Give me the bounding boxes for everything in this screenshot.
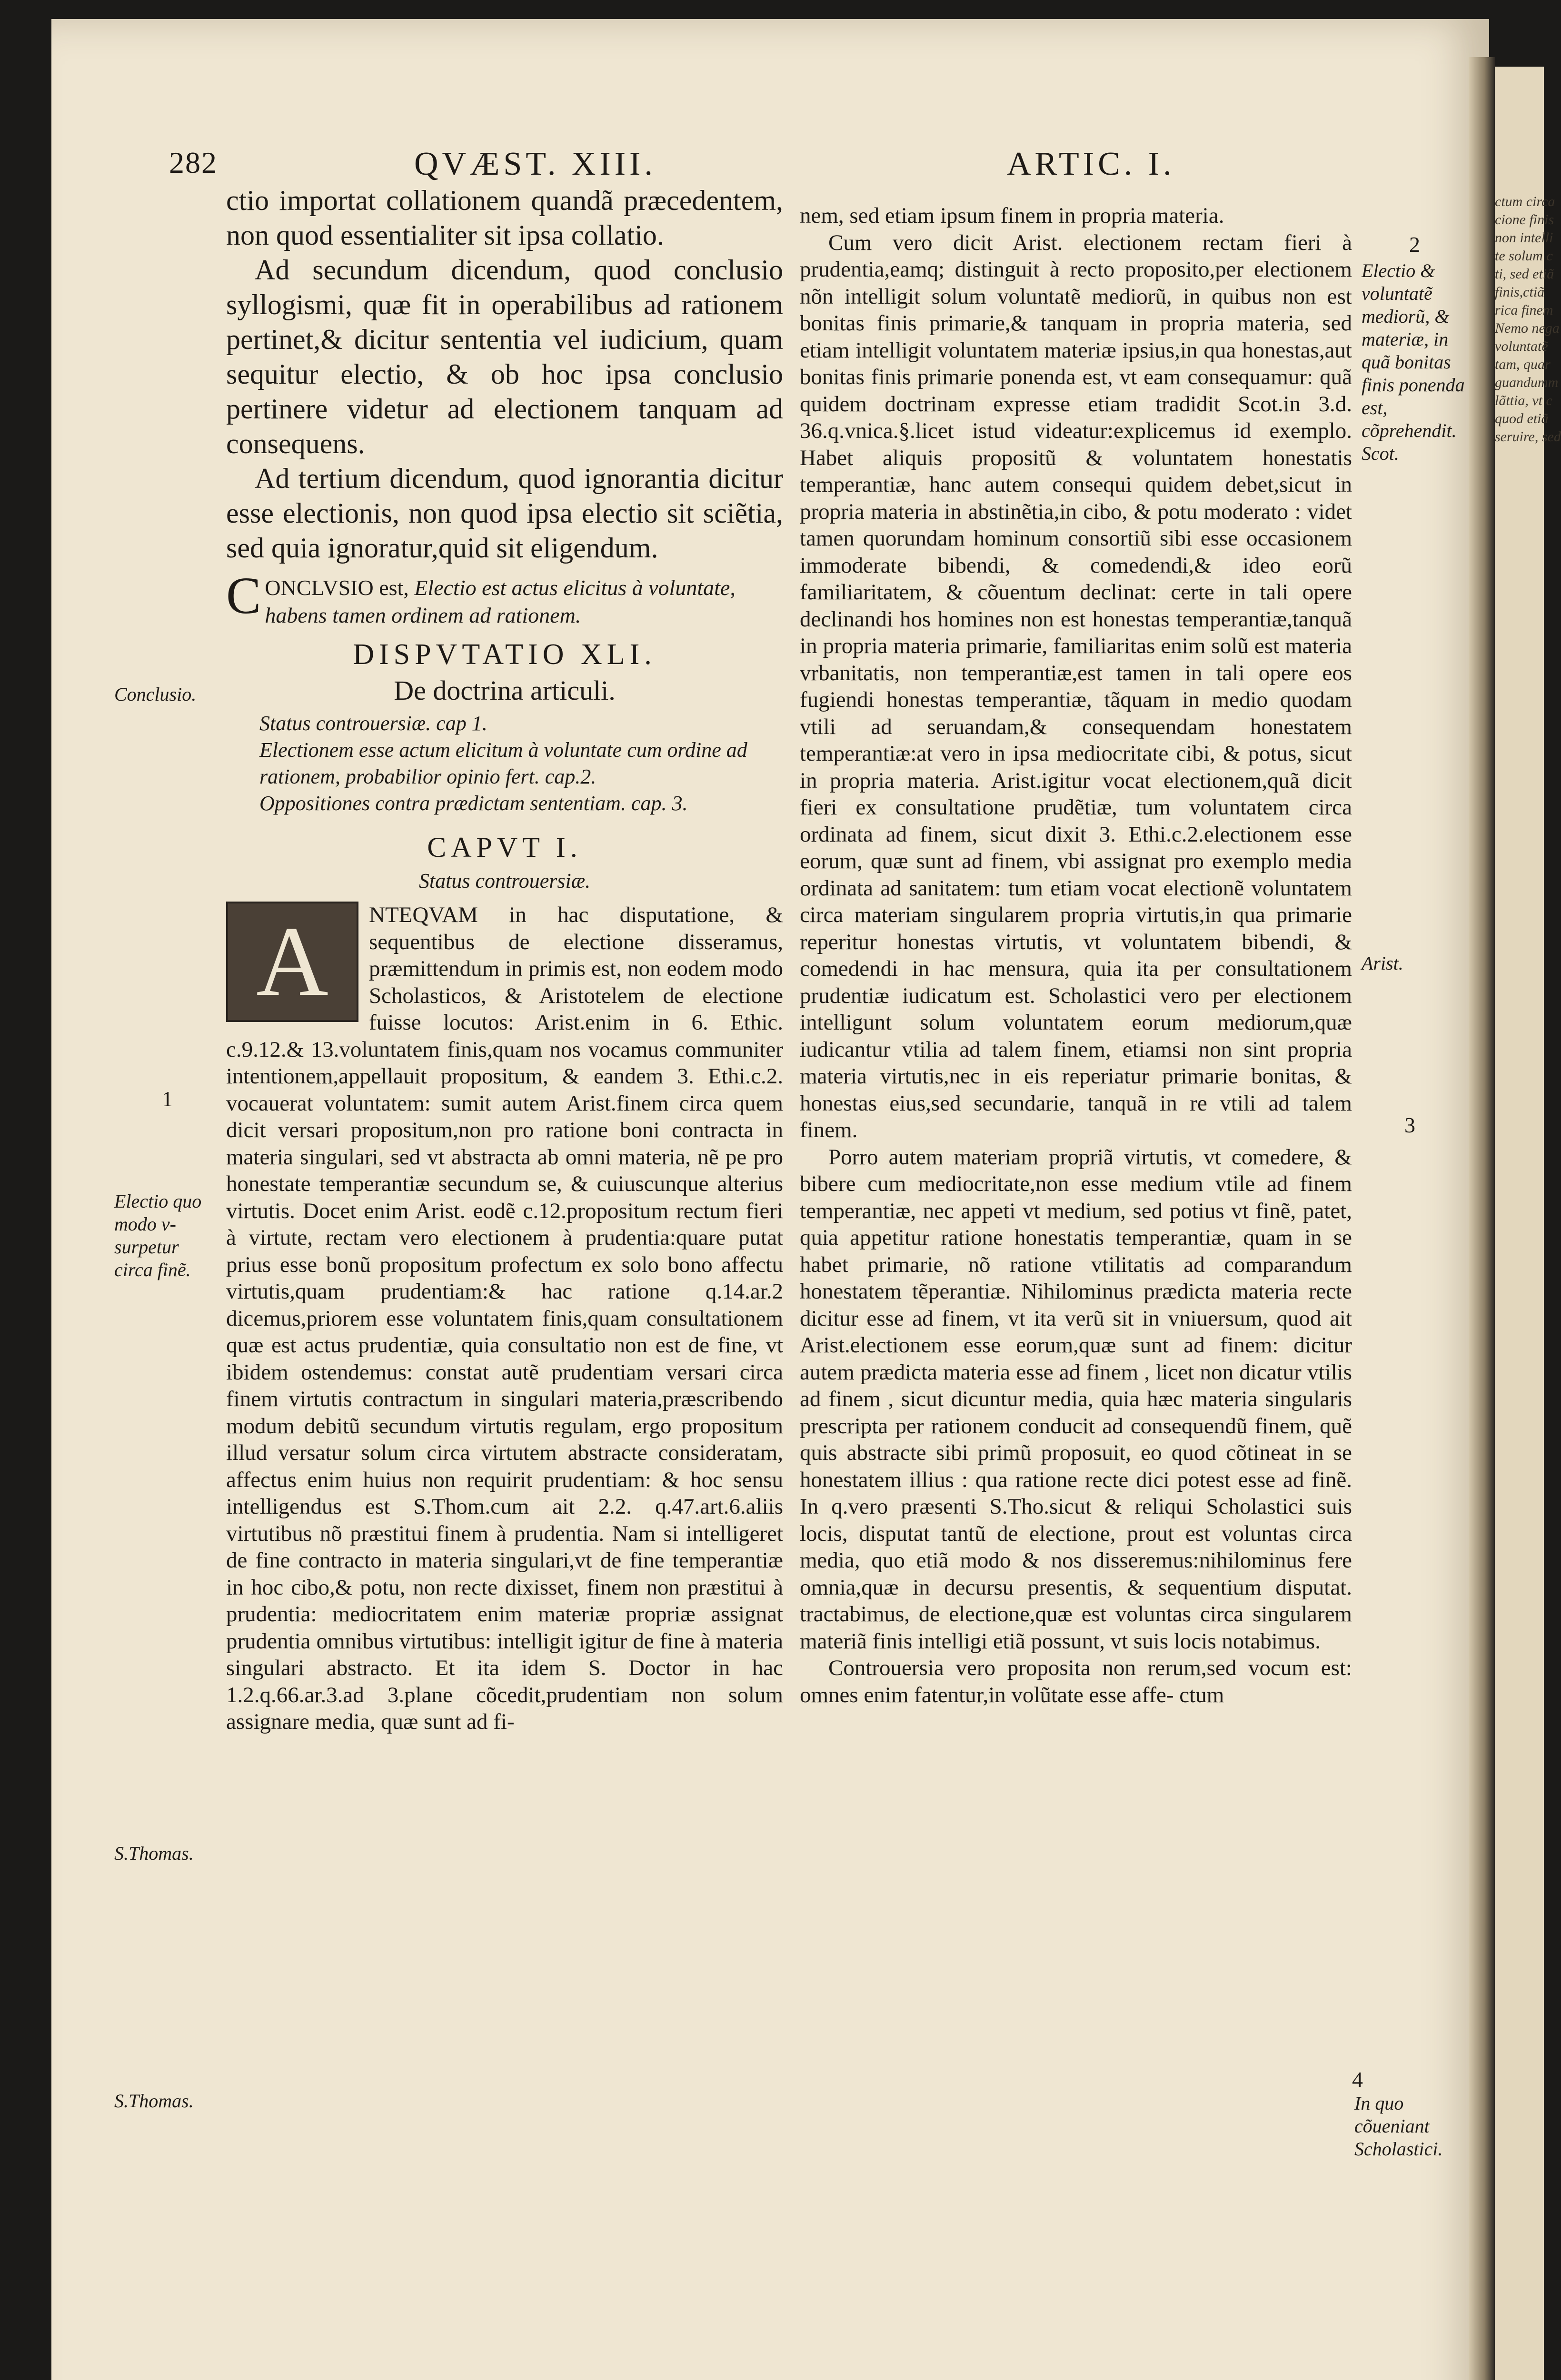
running-head-left: QVÆST. XIII. <box>414 146 656 182</box>
margin-note: S.Thomas. <box>114 2090 194 2112</box>
decorated-initial-letter: A <box>256 906 328 1017</box>
margin-note: In quo cõueniant Scholastici. <box>1354 2092 1443 2160</box>
margin-note: Electio quo modo v- surpetur circa finẽ. <box>114 1190 202 1280</box>
status-heading: Status controuersiæ. <box>418 869 591 892</box>
neighbor-fragment: ti, sed etiã <box>1495 266 1554 282</box>
disputatio-heading: De doctrina articuli. <box>394 675 616 706</box>
paragraph: Cum vero dicit Arist. electionem rectam fieri à prudentia,eamq; distinguit à recto proposito,per electionem nõn intelligit solum voluntatẽ mediorũ, in quibus non est bonitas finis primarie,& tanquam in propria materia, sed etiam intelligit voluntatem materiæ ipsius,in qua honestas,aut bonitas finis primarie ponenda est, vt eam consequamur: quã quidem doctrinam expresse etiam tradidit Scot.in 3.d. 36.q.vnica.§.licet istud videatur:explicemus id exemplo. Habet aliquis propositũ & voluntatem honestatis temperantiæ, hanc autem consequi quidem debet,sicut in propria materia in abstinẽtia,in cibo, & potu moderato : videt tamen quorundam hominum consortiũ sibi esse occasionem immoderate bibendi, & comedendi,& ideo eorũ familiaritatem, & cõuentum declinat: certe in tali opere declinandi hos homines non est honestas temperantiæ,tanquã in propria materia primarie, familiaritas enim solũ est materia vrbanitatis, non temperantiæ,est tamen in tali opere eos fugiendi honestas temperantiæ, tãquam in medio quodam vtili ad seruandam,& consequendam honestatem temperantiæ:at vero in ipsa mediocritate cibi, & potus, sicut in propria materia. Arist.igitur vocat electionem,quã dicit fieri ex consultatione prudẽtiæ, tum voluntatem circa ordinata ad finem, sicut dixit 3. Ethi.c.2.electionem esse eorum, quæ sunt ad finem, vbi assignat pro exemplo media ordinata ad sanitatem: tum etiam vocat electionẽ voluntatem circa materiam singularem propria virtutis,in qua primarie reperitur honestas virtutis, vt voluntatem bibendi, & comedendi in hac mensura, quia ita per consultationem prudentiæ iudicatum est. Scholastici vero per electionem intelligunt solum voluntatem eorum mediorum,quæ iudicantur vtilia ad talem finem, etiamsi non sint propria materia virtutis,nec in eis reperiatur primarie bonitas, & honestas eius,sed secundarie, tanquã in re vtili ad talem finem. <box>800 230 1352 1142</box>
paragraph: nem, sed etiam ipsum finem in propria materia. <box>800 203 1224 228</box>
paragraph: ctio importat collationem quandã præcedentem, non quod essentialiter sit ipsa collatio. <box>226 185 783 251</box>
paragraph: NTEQVAM in hac disputatione, & sequentibus de electione disseramus, præmittendum in primis est, non eodem modo Scholasticos, & Aristotelem de electione fuisse locutos: Arist.enim in 6. Ethic. c.9.12.& 13.voluntatem finis,quam nos vocamus communiter intentionem,appellauit propositum, & eandem 3. Ethi.c.2. vocauerat voluntatem: sumit autem Arist.finem circa quem dicit versari propositum,non pro ratione boni contracta in materia singulari, sed vt abstracta ab omni materia, nẽ pe pro honestate temperantiæ secundum se, & cuiuscunque alterius virtutis. Docet enim Arist. eodẽ c.12.propositum rectum fieri à virtute, rectam vero electionem à prudentia:quare putat prius esse bonũ propositum profectum ex solo bono affectu virtutis,quam prudentiam:& hac ratione q.14.ar.2 dicemus,priorem esse voluntatem finis,quam consultationem quæ est actus prudentiæ, quia consultatio non est de fine, vt ibidem ostendemus: constat autẽ prudentiam versari circa finem virtutis contractum in singulari materia,præscribendo modum debitũ secundum virtutis regulam, ergo propositum illud versatur solum circa virtutem abstracte consideratam, affectus enim huius non requirit prudentiam: & hoc sensu intelligendus est S.Thom.cum ait 2.2. q.47.art.6.aliis virtutibus nõ præstitui finem à prudentia. Nam si intelligeret de fine contracto in materia singulari,vt de fine temperantiæ in hoc cibo,& potu, non recte dixisset, finem non præstitui à prudentia: mediocritatem enim materiæ propriæ assignat prudentia omnibus virtutibus: intelligit igitur de fine à materia singulari abstracto. Et ita idem S. Doctor in hac 1.2.q.66.ar.3.ad 3.plane cõcedit,prudentiam non solum assignare media, quæ sunt ad fi- <box>226 902 783 1734</box>
neighbor-fragment: lãttia, vt c <box>1495 393 1552 408</box>
neighbor-fragment: finis,ctiã <box>1495 284 1545 300</box>
book-spine <box>1469 57 1495 2380</box>
margin-number: 2 <box>1409 232 1420 257</box>
neighbor-fragment: rica finem <box>1495 302 1553 318</box>
conclusio-text: Electio est actus elicitus à voluntate, habens tamen ordinem ad rationem. <box>265 575 736 627</box>
caput-title: CAPVT I. <box>427 832 582 863</box>
page-number: 282 <box>169 146 218 179</box>
right-column <box>800 202 1352 1708</box>
left-top-text <box>226 183 783 565</box>
neighbor-fragment: tam, quar <box>1495 357 1551 372</box>
neighbor-fragment: guandumm <box>1495 375 1559 390</box>
caput-body <box>226 902 783 1735</box>
disputatio-title: DISPVTATIO XLI. <box>353 638 656 671</box>
margin-note: Conclusio. <box>114 684 197 705</box>
decorated-initial <box>226 902 358 1022</box>
toc-item: Oppositiones contra prædictam sententiam. cap. 3. <box>259 792 688 815</box>
paragraph: Controuersia vero proposita non rerum,sed vocum est: omnes enim fatentur,in volũtate esse affe- ctum <box>800 1656 1352 1707</box>
running-head-right: ARTIC. I. <box>1007 146 1175 182</box>
margin-note: Arist. <box>1362 952 1403 974</box>
neighbor-fragment: seruire, sed <box>1495 429 1561 445</box>
neighbor-fragment: non intelli <box>1495 230 1553 246</box>
neighbor-fragment: cione finis <box>1495 212 1554 228</box>
conclusio-smallcaps: ONCLVSIO est, <box>265 575 409 600</box>
neighbor-fragment: te solum c <box>1495 248 1553 264</box>
conclusio-statement <box>226 566 783 629</box>
neighbor-fragment: Nemo nega <box>1495 320 1560 336</box>
margin-note: Electio & voluntatẽ mediorũ, & materiæ, in quã bonitas finis ponenda est, cõprehendit. Scot. <box>1362 260 1465 464</box>
margin-note: S.Thomas. <box>114 1843 194 1864</box>
conclusio-initial: C <box>226 566 261 625</box>
left-column <box>226 183 783 1735</box>
neighbor-fragment: quod etiã <box>1495 411 1549 426</box>
toc-item: Electionem esse actum elicitum à voluntate cum ordine ad rationem, probabilior opinio fert. cap.2. <box>259 738 747 788</box>
paragraph: Porro autem materiam propriã virtutis, vt comedere, & bibere cum mediocritate,non esse medium vtile ad finem temperantiæ, nec appeti vt medium, sed potius vt finẽ, patet, quia appetitur ratione honestatis temperantiæ, quam in se habet primarie, nõ ratione vtilitatis ad comparandum honestatem tẽperantiæ. Nihilominus prædicta materia recte dicitur esse ad finem, vt ita verũ sit in vniuersum, quod ait Arist.electionem esse eorum,quæ sunt ad finem: dicitur autem prædicta materia esse ad finem , licet non dicatur vtilis ad finem , sicut dicuntur media, quia hæc materia singularis prescripta per rationem conducit ad consequendũ finem, quẽ quis abstracte sibi primũ proposuit, eo quod cõtineat in se honestatem illius : qua ratione recte dici potest esse ad finẽ. In q.vero præsenti S.Tho.sicut & reliqui Scholastici suis locis, disputat tantũ de electione, prout est voluntas circa media, quo etiã modo & nos disseremus:nihilominus fere omnia,quæ in decursu presentis, & sequentium disputat. tractabimus, de electione,quæ est voluntas circa singularem materiã finis intelligi etiã possunt, vt suis locis notabimus. <box>800 1144 1352 1654</box>
toc-item: Status controuersiæ. cap 1. <box>259 712 487 735</box>
margin-number: 1 <box>162 1087 173 1111</box>
paragraph: Ad secundum dicendum, quod conclusio syllogismi, quæ fit in operabilibus ad rationem pertinet,& dicitur sententia vel iudicium, quam sequitur electio, & ob hoc ipsa conclusio pertinere videtur ad electionem tanquam ad consequens. <box>226 254 783 459</box>
margin-number: 4 <box>1352 2067 1363 2092</box>
paragraph: Ad tertium dicendum, quod ignorantia dicitur esse electionis, non quod ipsa electio sit sciẽtia, sed quia ignoratur,quid sit eligendum. <box>226 463 783 564</box>
margin-number: 3 <box>1404 1113 1415 1137</box>
neighbor-fragment: voluntatẽ <box>1495 338 1548 354</box>
neighbor-fragment: ctum circa <box>1495 194 1555 209</box>
neighbor-page-edge <box>1495 67 1561 2380</box>
